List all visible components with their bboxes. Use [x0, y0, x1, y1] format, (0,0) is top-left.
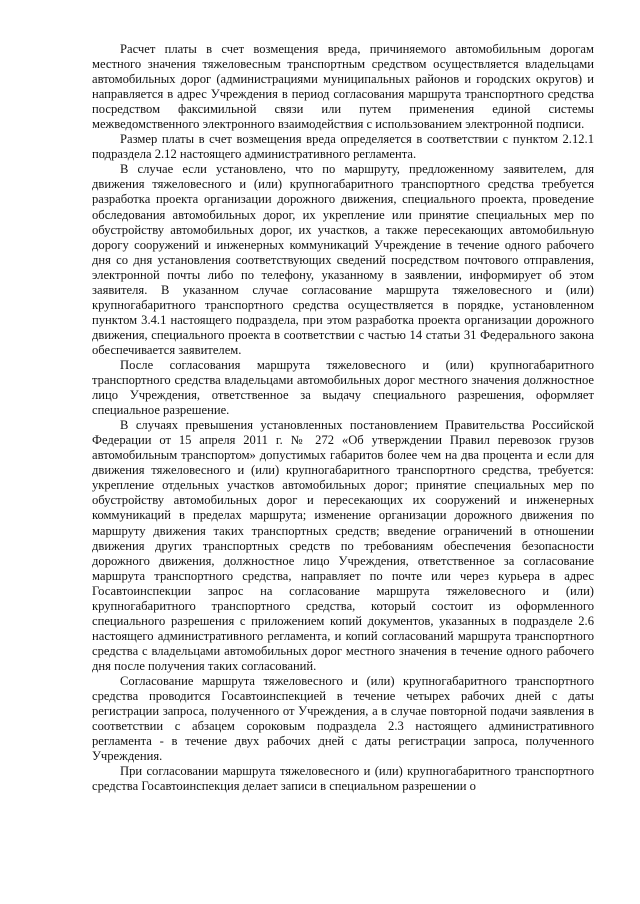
paragraph-after-route-approval: После согласования маршрута тяжеловесного и (или) крупногабаритного транспортного средства владельцами автомобильных дорог местного значения должностное лицо Учреждения, ответственное за выдачу специального разрешения, оформляет специальное разрешение.	[92, 357, 594, 418]
paragraph-permit-records: При согласовании маршрута тяжеловесного и (или) крупногабаритного транспортного средства Госавтоинспекция делает записи в специальном разрешении о	[92, 764, 594, 794]
paragraph-traffic-project-required: В случае если установлено, что по маршруту, предложенному заявителем, для движения тяжеловесного и (или) крупногабаритного транспортного средства требуется разработка проекта организации дорожного движения, специального проекта, проведение обследования автомобильных дорог, их укрепление или принятие специальных мер по обустройству автомобильных дорог, их участков, а также пересекающих автомобильную дорогу сооружений и инженерных коммуникаций Учреждение в течение одного рабочего дня со дня установления соответствующих сведений посредством почтового отправления, электронной почты либо по телефону, указанному в заявлении, информирует об этом заявителя. В указанном случае согласование маршрута тяжеловесного и (или) крупногабаритного транспортного средства осуществляется в порядке, установленном пунктом 3.4.1 настоящего подраздела, при этом разработка проекта организации дорожного движения, специального проекта в соответствии с частью 14 статьи 31 Федерального закона обеспечивается заявителем.	[92, 162, 594, 357]
paragraph-dimension-excess: В случаях превышения установленных постановлением Правительства Российской Федерации от 15 апреля 2011 г. № 272 «Об утверждении Правил перевозок грузов автомобильным транспортом» допустимых габаритов более чем на два процента и если для движения тяжеловесного и (или) крупногабаритного транспортного средства, требуется: укрепление отдельных участков автомобильных дорог; принятие специальных мер по обустройству автомобильных дорог и пересекающих их сооружений и инженерных коммуникаций в пределах маршрута; изменение организации дорожного движения по маршруту движения таких транспортных средств; введение ограничений в отношении движения других транспортных средств по требованиям обеспечения безопасности дорожного движения, должностное лицо Учреждения, ответственное за согласование маршрута транспортного средства, направляет по почте или через курьера в адрес Госавтоинспекции запрос на согласование маршрута тяжеловесного и (или) крупногабаритного транспортного средства, который состоит из оформленного специального разрешения с приложением копий документов, указанных в подразделе 2.6 настоящего административного регламента, и копий согласований маршрута транспортного средства с владельцами автомобильных дорог местного значения в течение одного рабочего дня после получения таких согласований.	[92, 418, 594, 673]
paragraph-damage-payment-calculation: Расчет платы в счет возмещения вреда, причиняемого автомобильным дорогам местного значения тяжеловесным транспортным средством осуществляется владельцами автомобильных дорог (администрациями муниципальных районов и городских округов) и направляется в адрес Учреждения в период согласования маршрута транспортного средства посредством факсимильной связи или путем применения единой системы межведомственного электронного взаимодействия с использованием электронной подписи.	[92, 42, 594, 132]
paragraph-traffic-police-approval: Согласование маршрута тяжеловесного и (или) крупногабаритного транспортного средства проводится Госавтоинспекцией в течение четырех рабочих дней с даты регистрации запроса, полученного от Учреждения, а в случае повторной подачи заявления в соответствии с абзацем сороковым подраздела 2.3 настоящего административного регламента - в течение двух рабочих дней с даты регистрации запроса, полученного Учреждения.	[92, 673, 594, 764]
document-page	[92, 42, 594, 794]
paragraph-payment-amount: Размер платы в счет возмещения вреда определяется в соответствии с пунктом 2.12.1 подраздела 2.12 настоящего административного регламента.	[92, 132, 594, 162]
